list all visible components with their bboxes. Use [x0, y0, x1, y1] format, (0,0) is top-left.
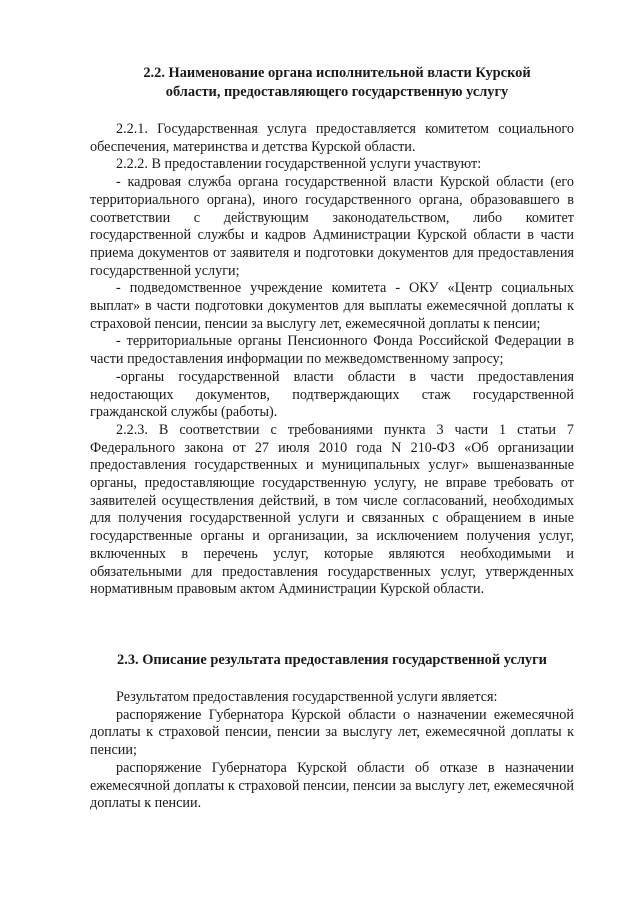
paragraph-result-refusal: распоряжение Губернатора Курской области об отказе в назначении ежемесячной доплаты к страховой пенсии, пенсии за выслугу лет, ежемесячной доплаты к пенсии. [90, 759, 574, 812]
section-2-2-heading-line1: 2.2. Наименование органа исполнительной власти Курской [143, 65, 531, 81]
paragraph-result-intro: Результатом предоставления государственной услуги является: [116, 689, 498, 705]
paragraph-result-grant: распоряжение Губернатора Курской области о назначении ежемесячной доплаты к страховой пенсии, пенсии за выслугу лет, ежемесячной доплаты к пенсии; [90, 706, 574, 759]
paragraph-pension-fund: - территориальные органы Пенсионного Фонда Российской Федерации в части предоставления информации по межведомственному запросу; [90, 333, 574, 368]
section-2-3-heading: 2.3. Описание результата предоставления государственной услуги [117, 652, 547, 668]
section-2-2-heading-line2: области, предоставляющего государственную услугу [165, 84, 509, 100]
section-2-2-body [90, 121, 574, 599]
section-2-3-body [90, 689, 574, 813]
section-2-2-heading [100, 64, 574, 102]
paragraph-hr-service: - кадровая служба органа государственной власти Курской области (его территориального органа), иного государственного органа, образовавшего в соответствии с действующим законодательством, либо комитет государственной службы и кадров Администрации Курской области в части приема документов от заявителя и подготовки документов для предоставления государственной услуги; [90, 174, 574, 279]
paragraph-oku-center: - подведомственное учреждение комитета - ОКУ «Центр социальных выплат» в части подготовки документов для выплаты ежемесячной доплаты к страховой пенсии, пенсии за выслугу лет, ежемесячной доплаты к пенсии; [90, 280, 574, 332]
paragraph-2-2-2: 2.2.2. В предоставлении государственной услуги участвуют: [116, 156, 482, 173]
paragraph-2-2-3: 2.2.3. В соответствии с требованиями пункта 3 части 1 статьи 7 Федерального закона от 27 июля 2010 года N 210-ФЗ «Об организации предоставления государственных и муниципальных услуг» вышеназванные органы, предоставляющие государственную услугу, не вправе требовать от заявителей осуществления действий, в том числе согласований, необходимых для получения государственной услуги и связанных с обращением в иные государственные органы и организации, за исключением получения услуг, включенных в перечень услуг, которые являются необходимыми и обязательными для предоставления государственных услуг, утвержденных нормативным правовым актом Администрации Курской области. [90, 421, 574, 598]
paragraph-state-authorities: -органы государственной власти области в части предоставления недостающих документов, подтверждающих стаж государственной гражданской службы (работы). [90, 368, 574, 421]
paragraph-2-2-1: 2.2.1. Государственная услуга предоставляется комитетом социального обеспечения, материнства и детства Курской области. [90, 121, 574, 155]
